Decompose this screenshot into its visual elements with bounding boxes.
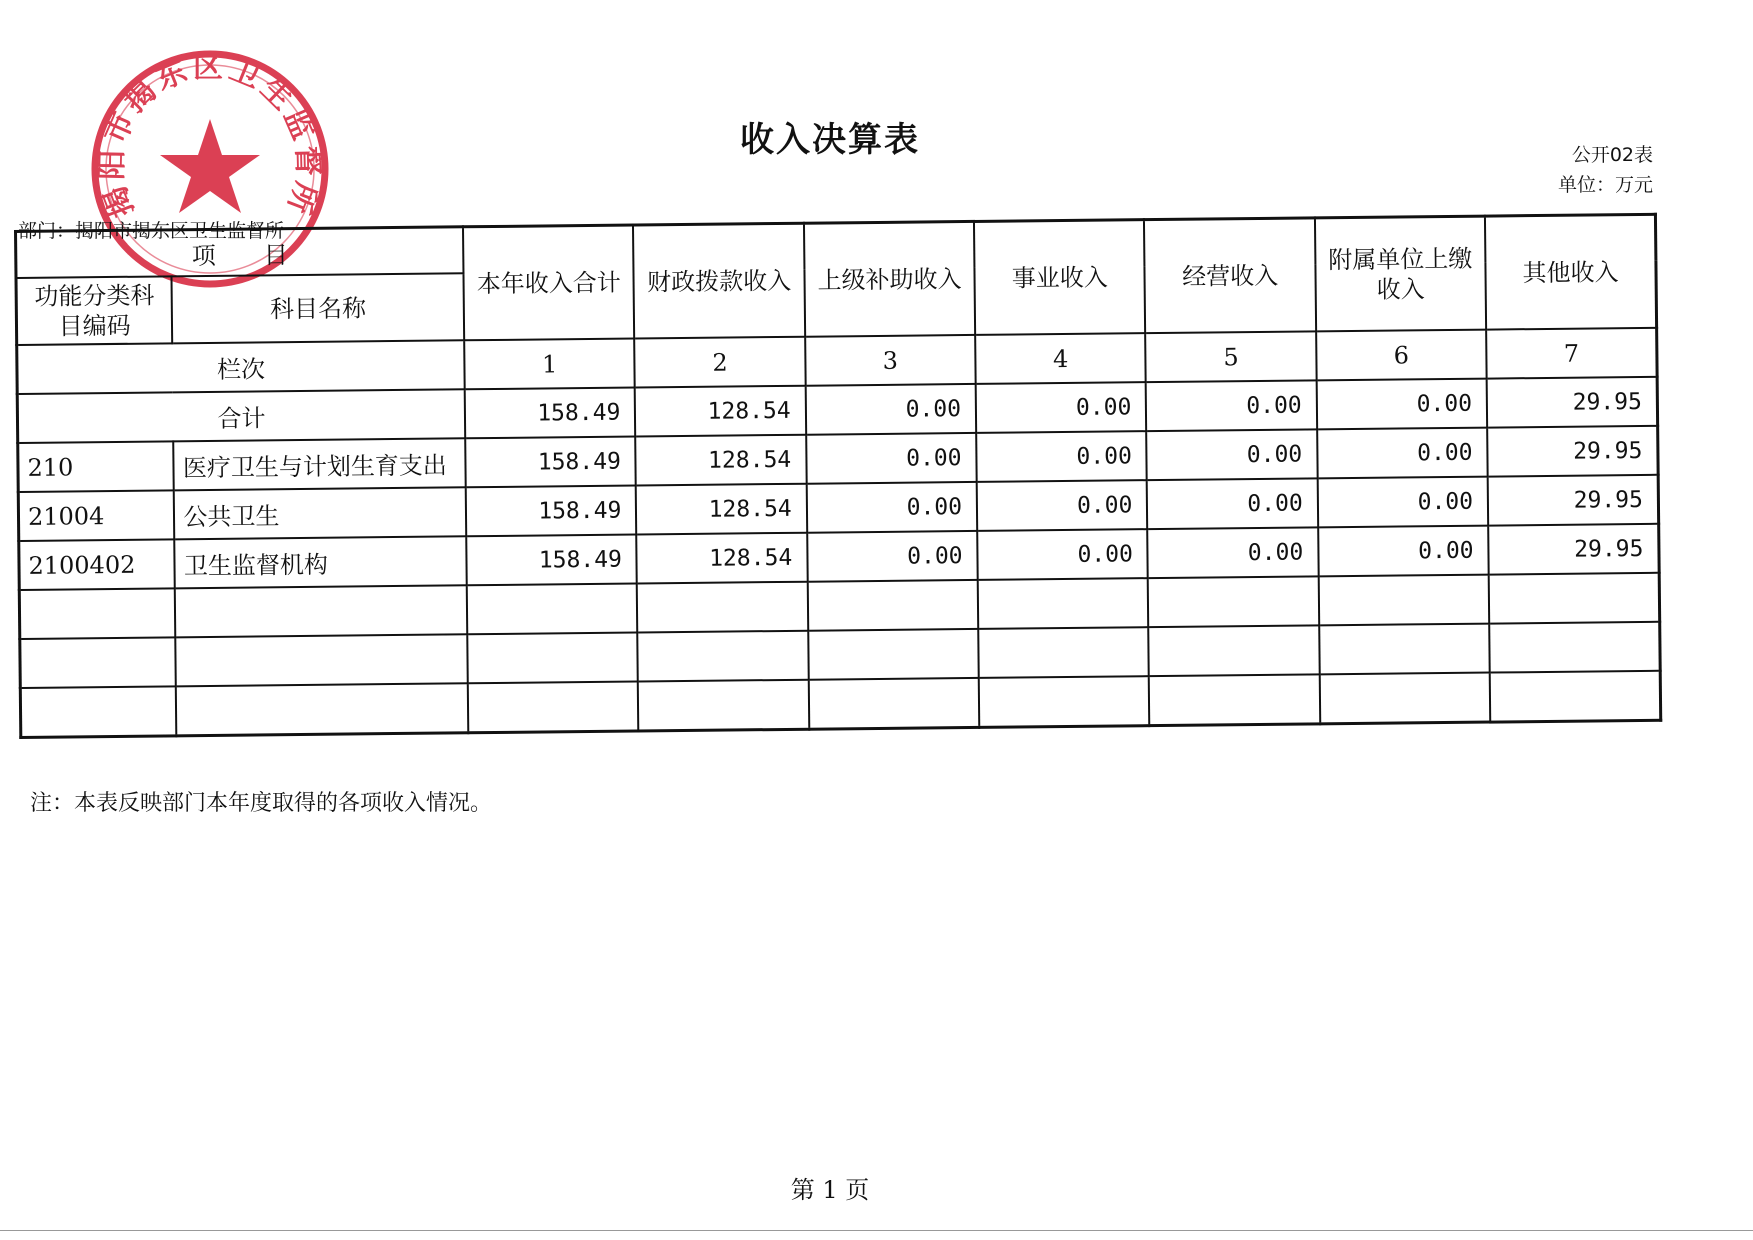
scan-edge-divider bbox=[0, 1230, 1753, 1231]
row-value: 0.00 bbox=[1147, 429, 1318, 480]
code-header: 功能分类科目编码 bbox=[16, 276, 173, 345]
item-header: 项 目 bbox=[16, 227, 464, 278]
row-value: 0.00 bbox=[1317, 428, 1488, 479]
total-cell: 128.54 bbox=[635, 386, 806, 437]
page-number: 第 1 页 bbox=[790, 1176, 870, 1204]
income-table bbox=[14, 213, 1662, 739]
form-number: 公开02表 bbox=[1571, 144, 1653, 166]
unit-label: 单位：万元 bbox=[1557, 174, 1653, 196]
col-number: 3 bbox=[805, 335, 976, 386]
col-header-5: 经营收入 bbox=[1144, 218, 1316, 333]
total-cell: 158.49 bbox=[465, 388, 636, 439]
row-value: 0.00 bbox=[1318, 526, 1489, 577]
col-number: 7 bbox=[1486, 328, 1657, 379]
row-value: 0.00 bbox=[1317, 477, 1488, 528]
row-value: 29.95 bbox=[1487, 426, 1658, 477]
row-name: 卫生监督机构 bbox=[175, 536, 467, 588]
total-label: 合计 bbox=[17, 389, 465, 443]
income-table-wrapper bbox=[14, 213, 1662, 739]
row-value: 128.54 bbox=[637, 533, 808, 584]
name-header: 科目名称 bbox=[172, 273, 464, 343]
row-value: 158.49 bbox=[466, 534, 637, 585]
row-value: 0.00 bbox=[977, 480, 1148, 531]
table-note: 注：本表反映部门本年度取得的各项收入情况。 bbox=[30, 791, 493, 816]
col-number: 1 bbox=[464, 339, 635, 390]
row-value: 128.54 bbox=[636, 484, 807, 535]
department-label: 部门：揭阳市揭东区卫生监督所 bbox=[18, 220, 285, 242]
row-value: 0.00 bbox=[806, 433, 977, 484]
row-value: 158.49 bbox=[466, 485, 637, 536]
col-number: 5 bbox=[1146, 331, 1317, 382]
col-header-3: 上级补助收入 bbox=[804, 221, 976, 336]
row-value: 0.00 bbox=[1148, 527, 1319, 578]
col-index-label: 栏次 bbox=[17, 340, 465, 394]
row-value: 0.00 bbox=[807, 531, 978, 582]
col-number: 2 bbox=[635, 337, 806, 388]
total-cell: 0.00 bbox=[1316, 379, 1487, 430]
row-code: 2100402 bbox=[19, 539, 175, 590]
row-value: 0.00 bbox=[977, 529, 1148, 580]
col-header-4: 事业收入 bbox=[974, 220, 1146, 335]
col-header-2: 财政拨款收入 bbox=[633, 223, 805, 338]
row-value: 29.95 bbox=[1488, 524, 1659, 575]
row-value: 0.00 bbox=[806, 482, 977, 533]
total-cell: 0.00 bbox=[805, 384, 976, 435]
col-header-6: 附属单位上缴收入 bbox=[1315, 216, 1487, 331]
col-header-7: 其他收入 bbox=[1485, 214, 1657, 329]
row-value: 0.00 bbox=[1147, 478, 1318, 529]
row-value: 0.00 bbox=[976, 431, 1147, 482]
svg-text:揭阳市揭东区卫生监督所: 揭阳市揭东区卫生监督所 bbox=[94, 50, 326, 222]
row-value: 128.54 bbox=[636, 435, 807, 486]
row-value: 29.95 bbox=[1488, 475, 1659, 526]
page-title: 收入决算表 bbox=[740, 120, 920, 160]
row-name: 公共卫生 bbox=[174, 487, 466, 539]
total-cell: 0.00 bbox=[976, 382, 1147, 433]
col-number: 4 bbox=[975, 333, 1146, 384]
total-cell: 0.00 bbox=[1146, 380, 1317, 431]
row-value: 158.49 bbox=[465, 437, 636, 488]
row-code: 21004 bbox=[18, 490, 174, 541]
col-number: 6 bbox=[1316, 330, 1487, 381]
row-code: 210 bbox=[18, 441, 174, 492]
row-name: 医疗卫生与计划生育支出 bbox=[174, 438, 466, 490]
total-cell: 29.95 bbox=[1487, 377, 1658, 428]
col-header-1: 本年收入合计 bbox=[463, 225, 635, 340]
